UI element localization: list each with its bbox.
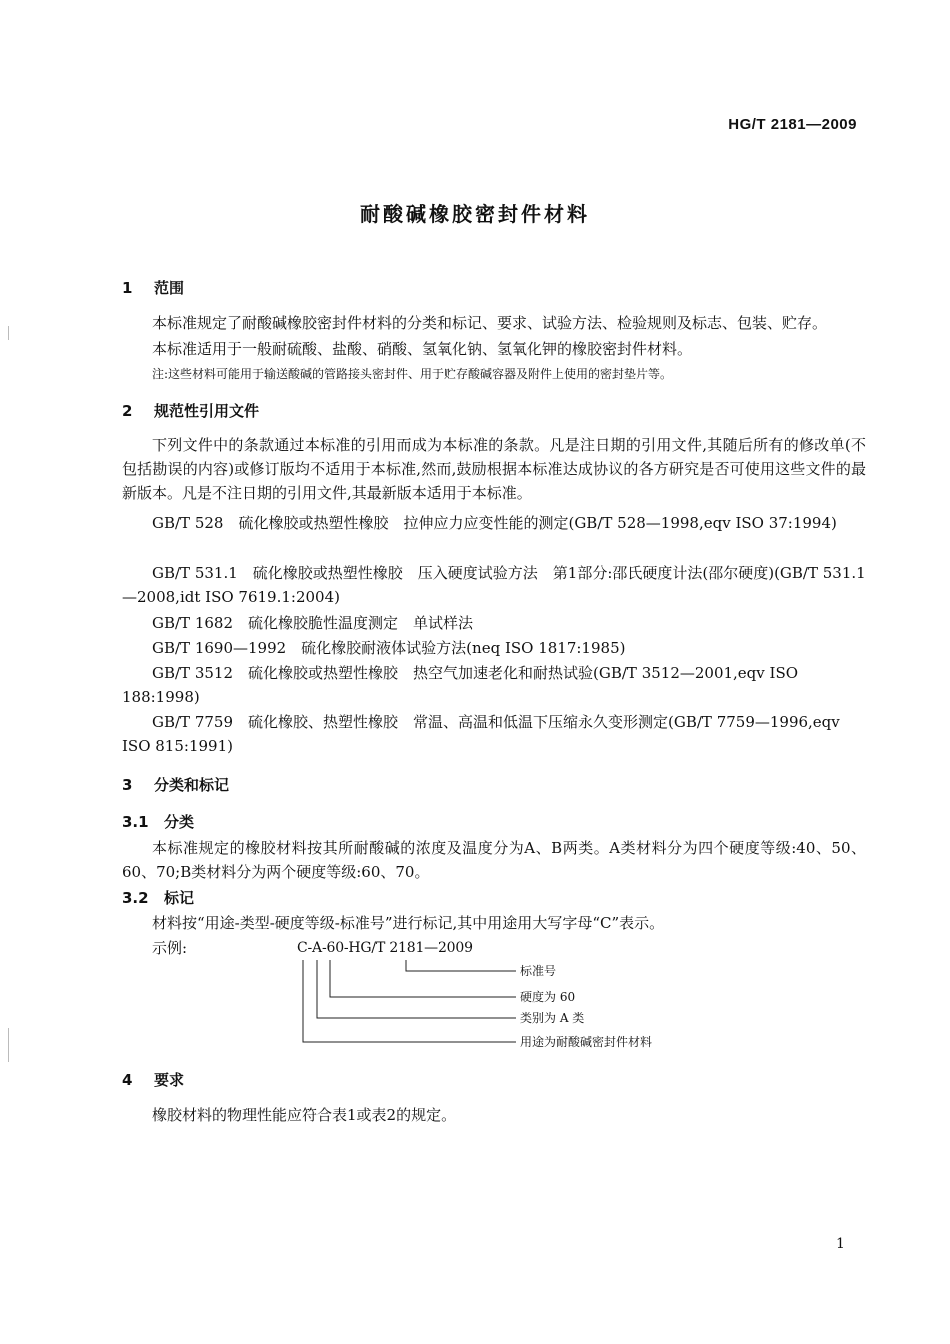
leader-line-hardness [330,960,516,997]
reference-item: GB/T 3512 硫化橡胶或热塑性橡胶 热空气加速老化和耐热试验(GB/T 3512—2001,eqv ISO 188:1998) [122,664,799,706]
section-3-1-heading [122,811,194,832]
classification-paragraph: 本标准规定的橡胶材料按其所耐酸碱的浓度及温度分为A、B两类。A类材料分为四个硬度等级:40、50、60、70;B类材料分为两个硬度等级:60、70。 [122,839,866,881]
reference-item: GB/T 531.1 硫化橡胶或热塑性橡胶 压入硬度试验方法 第1部分:邵氏硬度计法(邵尔硬度)(GB/T 531.1—2008,idt ISO 7619.1:2004) [122,564,866,606]
section-number: 3.2 [122,889,149,907]
section-title: 范围 [154,279,185,297]
page-number: 1 [836,1236,845,1252]
requirements-paragraph: 橡胶材料的物理性能应符合表1或表2的规定。 [152,1106,457,1124]
marking-label-hardness: 硬度为 60 [520,990,576,1004]
leader-line-standard [406,960,516,971]
scan-mark [8,326,9,340]
scope-note: 注:这些材料可能用于输送酸碱的管路接头密封件、用于贮存酸碱容器及附件上使用的密封垫片等。 [152,367,673,381]
example-label: 示例: [152,939,188,957]
section-title: 标记 [164,889,195,907]
section-4-heading [122,1069,184,1090]
reference-item: GB/T 1682 硫化橡胶脆性温度测定 单试样法 [152,614,474,632]
section-number: 1 [122,279,133,297]
example-code: C-A-60-HG/T 2181—2009 [297,940,473,956]
marking-label-usage: 用途为耐酸碱密封件材料 [520,1035,653,1049]
section-title: 分类和标记 [154,776,230,794]
marking-label-type: 类别为 A 类 [520,1011,585,1025]
section-2-heading [122,400,259,421]
section-1-heading [122,277,184,298]
section-number: 3.1 [122,813,149,831]
reference-item: GB/T 1690—1992 硫化橡胶耐液体试验方法(neq ISO 1817:1985) [152,639,626,657]
scan-mark [8,1028,9,1062]
document-number: HG/T 2181—2009 [728,116,857,133]
section-title: 要求 [154,1071,185,1089]
scope-paragraph-1: 本标准规定了耐酸碱橡胶密封件材料的分类和标记、要求、试验方法、检验规则及标志、包装、贮存。 [152,314,828,332]
section-number: 4 [122,1071,133,1089]
section-title: 分类 [164,813,195,831]
marking-diagram [290,942,530,1052]
reference-item: GB/T 528 硫化橡胶或热塑性橡胶 拉伸应力应变性能的测定(GB/T 528—1998,eqv ISO 37:1994) [152,514,837,532]
section-3-2-heading [122,887,194,908]
section-number: 3 [122,776,133,794]
leader-line-usage [303,960,516,1042]
references-intro: 下列文件中的条款通过本标准的引用而成为本标准的条款。凡是注日期的引用文件,其随后所有的修改单(不包括勘误的内容)或修订版均不适用于本标准,然而,鼓励根据本标准达成协议的各方研究是否可使用这些文件的最新版本。凡是不注日期的引用文件,其最新版本适用于本标准。 [122,436,866,502]
leader-line-type [317,960,516,1018]
section-3-heading [122,774,229,795]
marking-paragraph: 材料按“用途-类型-硬度等级-标准号”进行标记,其中用途用大写字母“C”表示。 [152,914,665,932]
marking-label-standard: 标准号 [520,964,557,978]
document-title: 耐酸碱橡胶密封件材料 [360,202,590,226]
section-title: 规范性引用文件 [154,402,260,420]
scope-paragraph-2: 本标准适用于一般耐硫酸、盐酸、硝酸、氢氧化钠、氢氧化钾的橡胶密封件材料。 [152,340,693,358]
section-number: 2 [122,402,133,420]
reference-item: GB/T 7759 硫化橡胶、热塑性橡胶 常温、高温和低温下压缩永久变形测定(GB/T 7759—1996,eqv ISO 815:1991) [122,713,840,755]
